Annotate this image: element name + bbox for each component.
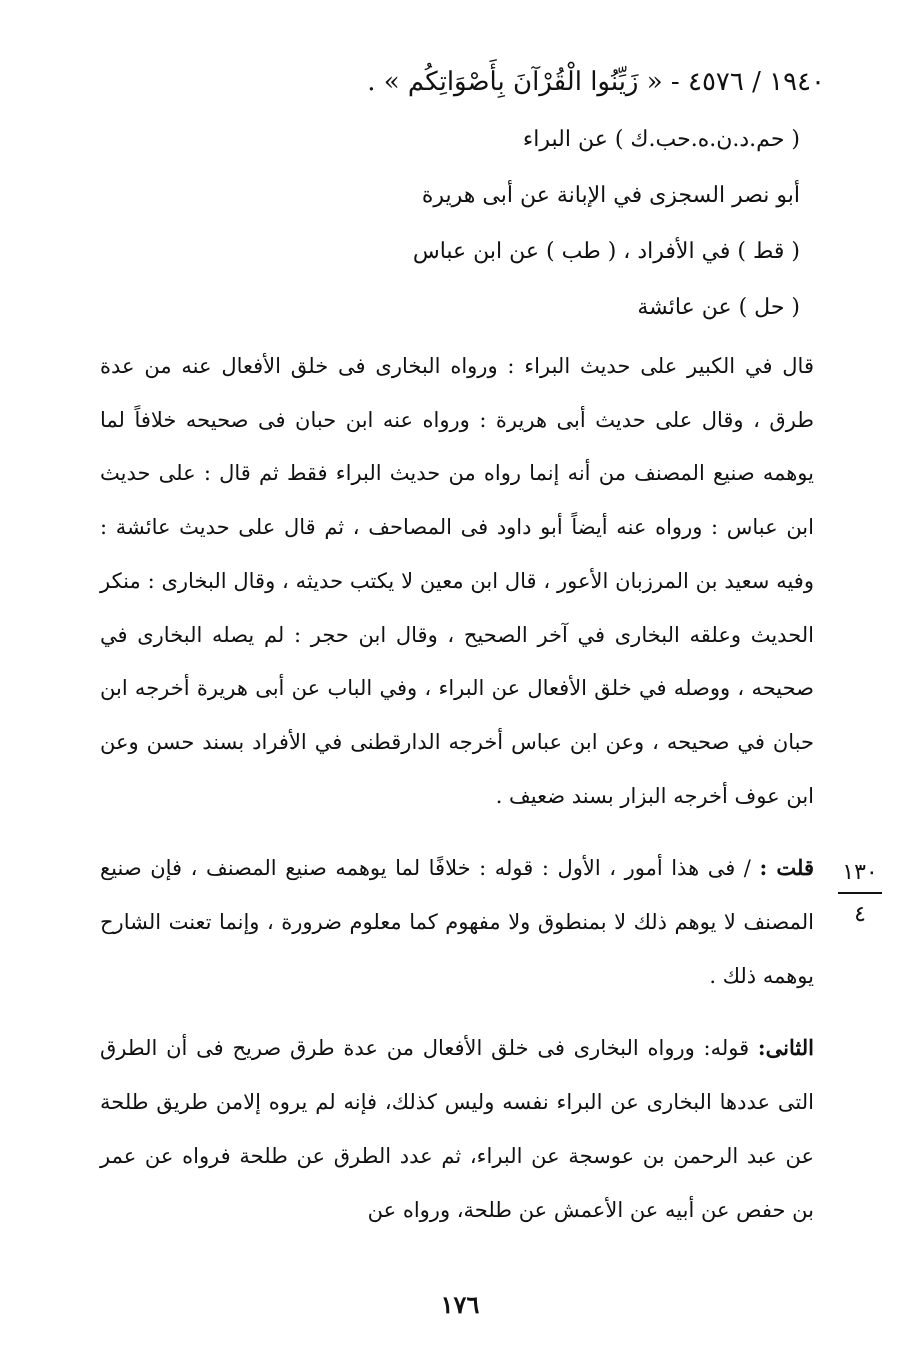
paragraph-lead: الثانى: xyxy=(757,1035,814,1061)
source-line: أبو نصر السجزى في الإبانة عن أبى هريرة xyxy=(421,183,800,208)
hadith-heading: ١٩٤٠ / ٤٥٧٦ - « زَيِّنُوا الْقُرْآنَ بِأَصْوَاتِكُم » . xyxy=(367,67,825,97)
commentary-paragraph: قال في الكبير على حديث البراء : ورواه البخارى فى خلق الأفعال عنه من عدة طرق ، وقال على حديث أبى هريرة : ورواه عنه ابن حبان فى صحيحه خلافاً لما يوهمه صنيع المصنف من أنه إنما رواه من حديث البراء فقط ثم قال : على حديث ابن عباس : ورواه عنه أيضاً أبو داود فى المصاحف ، ثم قال على حديث عائشة : وفيه سعيد بن المرزبان الأعور ، قال ابن معين لا يكتب حديثه ، وقال البخارى : منكر الحديث وعلقه البخارى في آخر الصحيح ، وقال ابن حجر : لم يصله البخارى في صحيحه ، ووصله في خلق الأفعال عن البراء ، وفي الباب عن أبى هريرة أخرجه ابن حبان في صحيحه ، وعن ابن عباس أخرجه الدارقطنى في الأفراد بسند حسن وعن ابن عوف أخرجه البزار بسند ضعيف . xyxy=(100,354,815,808)
page-number: ١٧٦ xyxy=(440,1290,480,1319)
commentary-paragraph xyxy=(100,1021,814,1237)
folio-side: ٤ xyxy=(854,902,866,927)
commentary-paragraph xyxy=(100,841,814,1003)
folio-divider xyxy=(838,892,882,894)
source-line: ( حم.د.ن.ه.حب.ك ) عن البراء xyxy=(522,127,800,152)
source-list xyxy=(100,122,800,346)
paragraph-text: / فى هذا أمور ، الأول : قوله : خلافًا لما يوهمه صنيع المصنف ، فإن صنيع المصنف لا يوهم ذلك لا بمنطوق ولا مفهوم كما معلوم ضرورة ، وإنما تعنت الشارح يوهمه ذلك . xyxy=(100,856,814,988)
manuscript-folio-note xyxy=(836,858,884,930)
paragraph-lead: قلت : xyxy=(759,855,814,881)
source-line: ( حل ) عن عائشة xyxy=(637,295,800,320)
source-line: ( قط ) في الأفراد ، ( طب ) عن ابن عباس xyxy=(412,239,800,264)
paragraph-text: قوله: ورواه البخارى فى خلق الأفعال من عدة طرق صريح فى أن الطرق التى عددها البخارى عن البراء نفسه وليس كذلك، فإنه لم يروه إلامن طريق طلحة عن عبد الرحمن بن عوسجة عن البراء، ثم عدد الطرق عن طلحة فرواه عن عمر بن حفص عن أبيه عن الأعمش عن طلحة، ورواه عن xyxy=(100,1036,814,1222)
commentary-body xyxy=(100,340,814,1237)
folio-number: ١٣٠ xyxy=(842,860,878,885)
